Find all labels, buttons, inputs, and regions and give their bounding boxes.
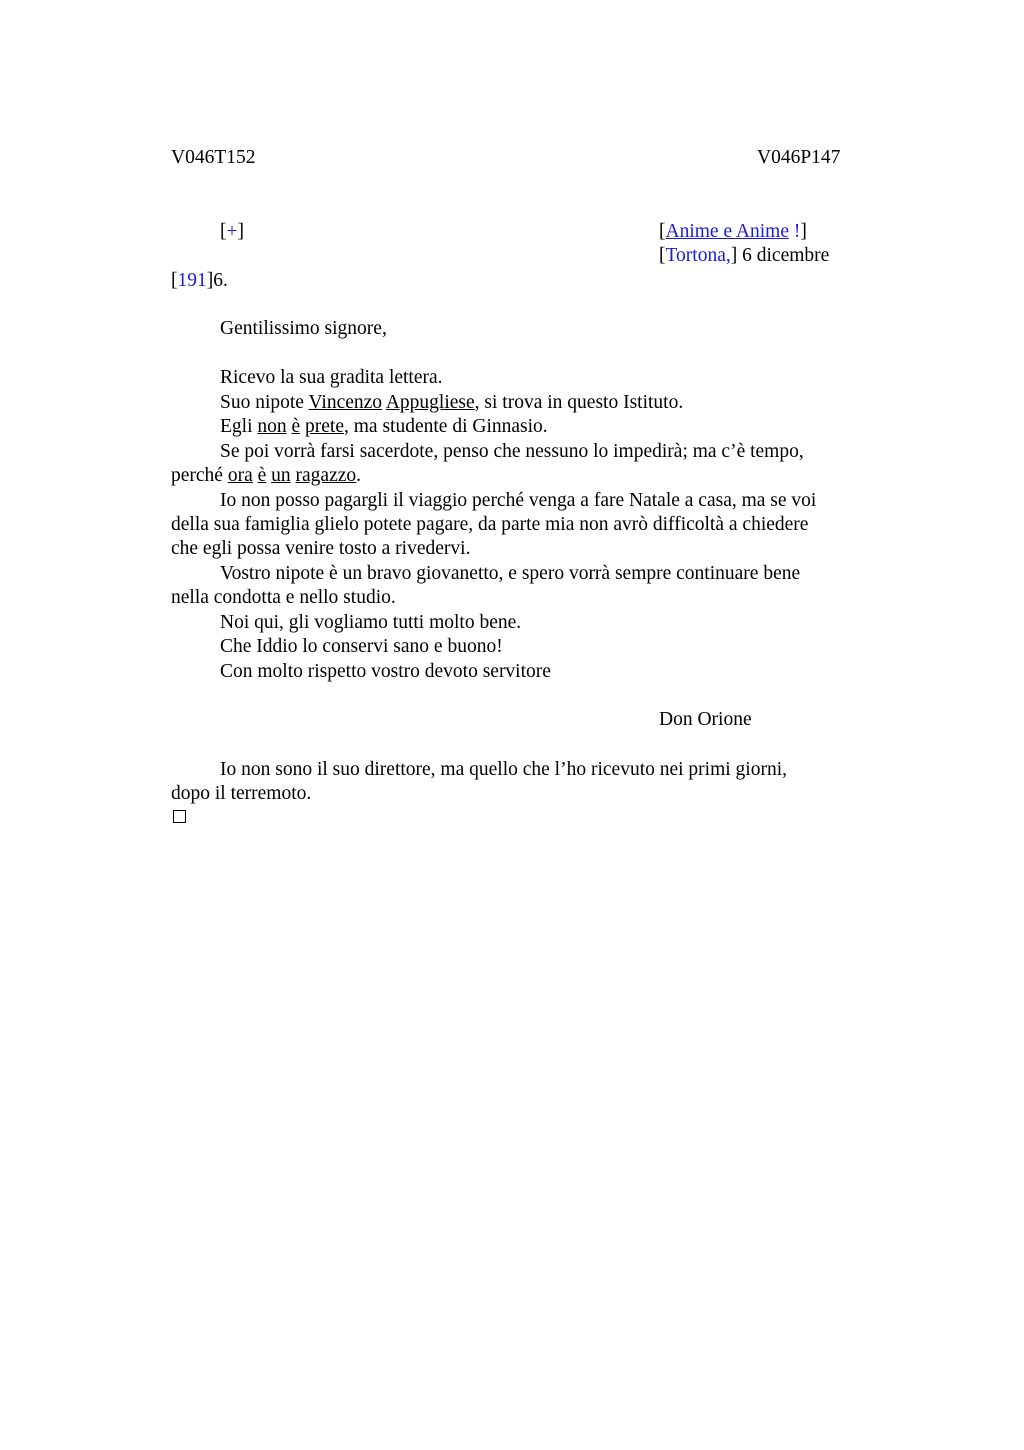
bracket-open: [ [171,270,178,291]
date-text: ] 6 dicembre [730,245,830,266]
year-rest: ]6. [206,270,228,291]
bracket-open: [ [659,245,666,266]
place-date [659,244,829,268]
postscript-line-2: dopo il terremoto. [171,783,312,804]
paragraph-5-line-3: che egli possa venire tosto a rivedervi. [171,538,471,559]
page-code-right: V046P147 [757,147,841,168]
underlined-word: è [257,465,267,486]
source-ref [659,220,807,244]
paragraph-3 [220,415,548,439]
paragraph-6-line-2: nella condotta e nello studio. [171,587,396,608]
bracket-close: ] [237,221,244,242]
end-marker-box-icon [173,810,186,823]
underlined-surname: Appugliese [385,392,475,413]
underlined-word: ragazzo [295,465,357,486]
underlined-word: non [257,416,287,437]
paragraph-1: Ricevo la sua gradita lettera. [220,367,443,388]
text: Egli [220,416,258,437]
underlined-word: ora [227,465,253,486]
year-line [171,269,228,293]
text: . [356,465,362,486]
paragraph-6-line-1: Vostro nipote è un bravo giovanetto, e spero vorrà sempre continuare bene [220,563,801,584]
document-code-left: V046T152 [171,147,256,168]
note-ref [220,220,244,244]
underlined-name: Vincenzo [308,392,383,413]
text: perché [171,465,228,486]
paragraph-5-line-2: della sua famiglia glielo potete pagare, da parte mia non avrò difficoltà a chiedere [171,514,809,535]
paragraph-4-line-2 [171,464,361,488]
salutation: Gentilissimo signore, [220,318,387,339]
paragraph-2 [220,391,683,415]
text: , si trova in questo Istituto. [474,392,684,413]
bracket-close: ] [800,221,807,242]
postscript-line-1: Io non sono il suo direttore, ma quello che l’ho ricevuto nei primi giorni, [220,759,788,780]
signature: Don Orione [659,709,752,730]
anime-e-anime-link[interactable]: Anime e Anime [665,221,789,242]
exclamation-link[interactable]: ! [793,221,801,242]
plus-link[interactable]: + [226,221,238,242]
year-link[interactable]: 191 [177,270,207,291]
paragraph-8: Che Iddio lo conservi sano e buono! [220,636,503,657]
underlined-word: prete [305,416,345,437]
paragraph-7: Noi qui, gli vogliamo tutti molto bene. [220,612,522,633]
underlined-word: un [271,465,291,486]
underlined-word: è [291,416,301,437]
text: Suo nipote [220,392,309,413]
paragraph-9: Con molto rispetto vostro devoto servitore [220,661,551,682]
text: , ma studente di Ginnasio. [344,416,548,437]
tortona-link[interactable]: Tortona, [665,245,731,266]
bracket-open: [ [220,221,227,242]
paragraph-5-line-1: Io non posso pagargli il viaggio perché venga a fare Natale a casa, ma se voi [220,490,817,511]
bracket-open: [ [659,221,666,242]
paragraph-4-line-1: Se poi vorrà farsi sacerdote, penso che nessuno lo impedirà; ma c’è tempo, [220,441,804,462]
